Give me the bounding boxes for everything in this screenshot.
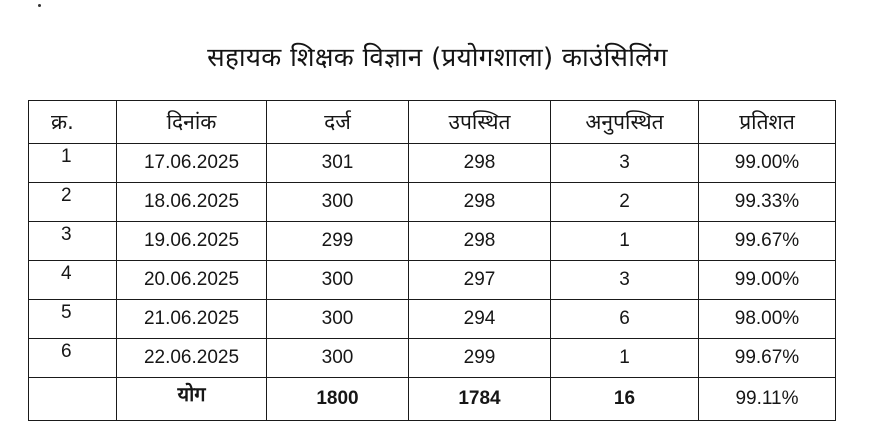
cell-absent: 1 — [551, 222, 699, 261]
cell-serial: 3 — [29, 222, 117, 261]
cell-percent: 99.00% — [699, 144, 836, 183]
header-date: दिनांक — [117, 101, 267, 144]
cell-present: 298 — [409, 183, 551, 222]
cell-total-enrolled: 1800 — [267, 378, 409, 421]
cell-absent: 6 — [551, 300, 699, 339]
table-row — [29, 183, 836, 222]
table-header-row — [29, 101, 836, 144]
header-enrolled: दर्ज — [267, 101, 409, 144]
header-absent: अनुपस्थित — [551, 101, 699, 144]
cell-total-absent: 16 — [551, 378, 699, 421]
document-title: सहायक शिक्षक विज्ञान (प्रयोगशाला) काउंसिलिंग — [207, 43, 668, 73]
cell-serial: 6 — [29, 339, 117, 378]
cell-enrolled: 299 — [267, 222, 409, 261]
cell-absent: 3 — [551, 261, 699, 300]
cell-date: 22.06.2025 — [117, 339, 267, 378]
cell-present: 299 — [409, 339, 551, 378]
cell-present: 298 — [409, 144, 551, 183]
cell-percent: 99.67% — [699, 339, 836, 378]
cell-present: 298 — [409, 222, 551, 261]
cell-percent: 99.33% — [699, 183, 836, 222]
table-total-row — [29, 378, 836, 421]
cell-enrolled: 300 — [267, 261, 409, 300]
cell-enrolled: 300 — [267, 183, 409, 222]
header-percent: प्रतिशत — [699, 101, 836, 144]
cell-serial: 4 — [29, 261, 117, 300]
cell-date: 21.06.2025 — [117, 300, 267, 339]
cell-date: 19.06.2025 — [117, 222, 267, 261]
cell-serial: 2 — [29, 183, 117, 222]
cell-total-blank — [29, 378, 117, 421]
cell-total-present: 1784 — [409, 378, 551, 421]
table-row — [29, 222, 836, 261]
cell-absent: 2 — [551, 183, 699, 222]
table-row — [29, 300, 836, 339]
cell-present: 294 — [409, 300, 551, 339]
cell-enrolled: 300 — [267, 300, 409, 339]
header-present: उपस्थित — [409, 101, 551, 144]
cell-enrolled: 301 — [267, 144, 409, 183]
cell-percent: 99.00% — [699, 261, 836, 300]
table-row — [29, 144, 836, 183]
cell-absent: 3 — [551, 144, 699, 183]
counselling-attendance-table — [28, 100, 836, 421]
cell-date: 20.06.2025 — [117, 261, 267, 300]
scan-speck — [38, 4, 41, 7]
table-row — [29, 261, 836, 300]
cell-date: 18.06.2025 — [117, 183, 267, 222]
header-serial: क्र. — [29, 101, 117, 144]
cell-date: 17.06.2025 — [117, 144, 267, 183]
table-row — [29, 339, 836, 378]
cell-percent: 98.00% — [699, 300, 836, 339]
cell-percent: 99.67% — [699, 222, 836, 261]
cell-serial: 5 — [29, 300, 117, 339]
cell-enrolled: 300 — [267, 339, 409, 378]
cell-absent: 1 — [551, 339, 699, 378]
cell-serial: 1 — [29, 144, 117, 183]
cell-present: 297 — [409, 261, 551, 300]
cell-total-label: योग — [117, 378, 267, 421]
cell-total-percent: 99.11% — [699, 378, 836, 421]
